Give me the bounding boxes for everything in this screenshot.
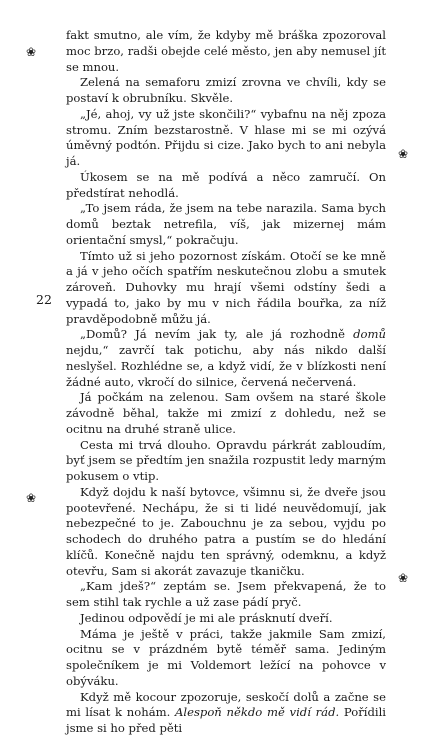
emphasis-text: domů: [353, 327, 386, 342]
paragraph: Úkosem se na mě podívá a něco zamručí. On předstírat nehodlá.: [66, 169, 386, 200]
text-run: Když mě kocour zpozoruje, seskočí dolů a začne se mi lísat k nohám.: [66, 689, 386, 720]
paragraph: „Jé, ahoj, vy už jste skončili?“ vybafnu na něj zpoza stromu. Zním bezstarostně. V hlase mi se mi ozývá úměvný podtón. Přijdu si cize. Jako bych to ani nebyla já.: [66, 106, 386, 168]
paragraph: Zelená na semaforu zmizí zrovna ve chvíli, kdy se postaví k obrubníku. Skvěle.: [66, 75, 386, 105]
paragraph: [66, 690, 386, 737]
paragraph: Když dojdu k naší bytovce, všimnu si, že dveře jsou pootevřené. Nechápu, že si ti lidé neuvědomují, jak nebezpečné to je. Zabouchnu je za sebou, vyjdu po schodech do druhého patra a pustím se do hledání klíčů. Konečně najdu ten správný, odemknu, a když otevřu, Sam si akorát zavazuje tkaničku.: [66, 484, 386, 578]
text-run: „Domů? Já nevím jak ty, ale já rozhodně: [80, 327, 354, 342]
paragraph: Jedinou odpovědí je mi ale prásknutí dveří.: [80, 610, 333, 625]
butterfly-icon: ❀: [26, 45, 37, 59]
page-number: 22: [36, 292, 52, 307]
paragraph: „Kam jdeš?“ zeptám se. Jsem překvapená, že to sem stihl tak rychle a už zase pádí pryč.: [66, 579, 386, 609]
text-run: nejdu,“ zavrčí tak potichu, aby nás nikdo další neslyšel. Rozhlédne se, a když vidí, že v blízkosti není žádné auto, vkročí do silnice, červená nečervená.: [66, 343, 386, 389]
butterfly-icon: ❀: [398, 147, 409, 161]
paragraph: fakt smutno, ale vím, že kdyby mě bráška zpozoroval moc brzo, radši obejde celé město, jen aby nemusel jít se mnou.: [66, 28, 386, 74]
paragraph: Tímto už si jeho pozornost získám. Otočí se ke mně a já v jeho očích spatřím neskutečnou zlobu a smutek zároveň. Duhovky mu hrají všemi odstíny šedi a vypadá to, jako by mu v nich řádila bouřka, za níž pravděpodobně můžu já.: [66, 248, 386, 326]
butterfly-icon: ❀: [398, 571, 409, 585]
paragraph: Já počkám na zelenou. Sam ovšem na staré škole závodně běhal, takže mi zmizí z dohledu, než se ocitnu na druhé straně ulice.: [66, 390, 386, 436]
paragraph: [66, 327, 386, 390]
paragraph: Máma je ještě v práci, takže jakmile Sam zmizí, ocitnu se v prázdném bytě téměř sama. Jediným společníkem je mi Voldemort ležící na pohovce v obýváku.: [66, 626, 386, 688]
emphasis-text: Alespoň někdo mě vidí rád.: [175, 705, 340, 720]
text-run: Pořídili jsme si ho před pěti: [66, 705, 387, 735]
butterfly-icon: ❀: [26, 491, 37, 505]
paragraph: Cesta mi trvá dlouho. Opravdu párkrát zabloudím, byť jsem se předtím jen snažila rozpustit ledy marným pokusem o vtip.: [66, 437, 386, 483]
body-text: [66, 28, 386, 737]
paragraph: „To jsem ráda, že jsem na tebe narazila. Sama bych domů beztak netrefila, víš, jak mizernej mám orientační smysl,“ pokračuju.: [66, 201, 386, 247]
